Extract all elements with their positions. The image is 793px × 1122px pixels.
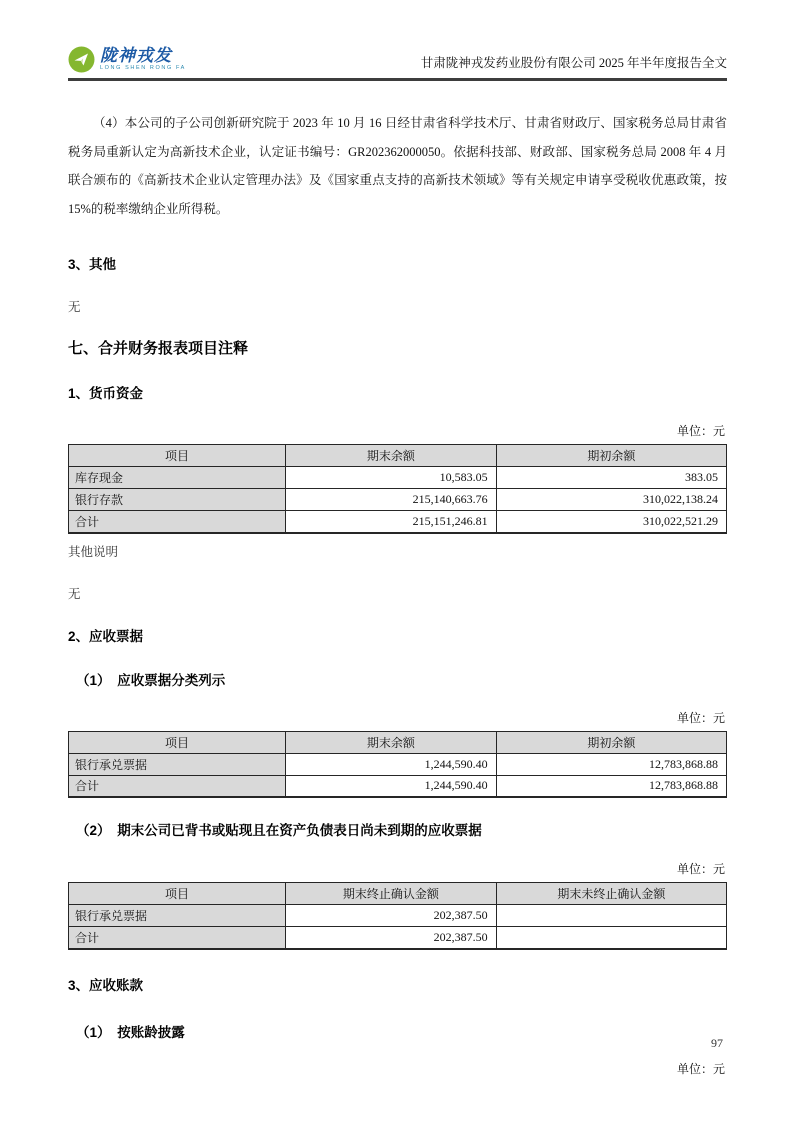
table-row-total — [69, 775, 727, 797]
heading-ar-aging: （1） 按账龄披露 — [76, 1024, 185, 1040]
col-header-item: 项目 — [69, 445, 286, 467]
heading-other: 3、其他 — [68, 257, 117, 272]
row-label: 合计 — [69, 511, 286, 533]
cell-value-empty — [496, 927, 726, 949]
company-logo — [68, 46, 186, 73]
col-header-ending: 期末余额 — [286, 445, 497, 467]
table-row-total — [69, 511, 727, 533]
table-row — [69, 905, 727, 927]
unit-label: 单位：元 — [676, 424, 725, 438]
cell-value: 10,583.05 — [286, 467, 497, 489]
other-note-label: 其他说明 — [68, 544, 119, 559]
col-header-beginning: 期初余额 — [496, 445, 726, 467]
heading-section-seven: 七、合并财务报表项目注释 — [68, 340, 249, 357]
cell-value-empty — [496, 905, 726, 927]
col-header-ending: 期末余额 — [286, 731, 497, 753]
cell-value: 215,140,663.76 — [286, 489, 497, 511]
logo-bird-icon — [68, 46, 95, 73]
none-text-2: 无 — [68, 586, 81, 601]
table-row — [69, 489, 727, 511]
row-label: 合计 — [69, 775, 286, 797]
table-header-row — [69, 731, 727, 753]
col-header-item: 项目 — [69, 883, 286, 905]
col-header-not-derecognized: 期末未终止确认金额 — [496, 883, 726, 905]
table-row-total — [69, 927, 727, 949]
page-header — [68, 46, 727, 81]
table-row — [69, 753, 727, 775]
col-header-derecognized: 期末终止确认金额 — [286, 883, 497, 905]
heading-notes-receivable: 2、应收票据 — [68, 628, 144, 644]
row-label: 银行承兑票据 — [69, 905, 286, 927]
monetary-funds-table — [68, 444, 727, 534]
cell-value: 12,783,868.88 — [496, 775, 726, 797]
unit-label: 单位：元 — [676, 710, 725, 725]
document-title: 甘肃陇神戎发药业股份有限公司 2025 年半年度报告全文 — [420, 56, 727, 70]
heading-monetary-funds: 1、货币资金 — [68, 386, 144, 401]
cell-value: 202,387.50 — [286, 905, 497, 927]
heading-accounts-receivable: 3、应收账款 — [68, 977, 144, 993]
cell-value: 310,022,521.29 — [496, 511, 726, 533]
tax-policy-paragraph: （4）本公司的子公司创新研究院于 2023 年 10 月 16 日经甘肃省科学技术厅、甘肃省财政厅、国家税务总局甘肃省税务局重新认定为高新技术企业，认定证书编号：GR202362000050。依据科技部、财政部、国家税务总局 2008 年 4 月联合颁布的《高新技术企业认定管理办法》及《国家重点支持的高新技术领域》等有关规定申请享受税收优惠政策，按15%的税率缴纳企业所得税。 — [68, 116, 727, 216]
logo-brand-en: LONG SHEN RONG FA — [100, 65, 186, 72]
cell-value: 310,022,138.24 — [496, 489, 726, 511]
logo-brand-cn: 陇神戎发 — [100, 46, 172, 66]
cell-value: 383.05 — [496, 467, 726, 489]
col-header-beginning: 期初余额 — [496, 731, 726, 753]
unit-label: 单位：元 — [676, 862, 725, 876]
table-header-row — [69, 445, 727, 467]
cell-value: 215,151,246.81 — [286, 511, 497, 533]
heading-nr-classification: （1） 应收票据分类列示 — [76, 672, 226, 688]
cell-value: 12,783,868.88 — [496, 753, 726, 775]
row-label: 银行存款 — [69, 489, 286, 511]
row-label: 库存现金 — [69, 467, 286, 489]
logo-text — [100, 47, 186, 72]
table-row — [69, 467, 727, 489]
unit-label: 单位：元 — [676, 1061, 725, 1076]
endorsed-notes-table — [68, 882, 727, 950]
cell-value: 202,387.50 — [286, 927, 497, 949]
col-header-item: 项目 — [69, 731, 286, 753]
row-label: 银行承兑票据 — [69, 753, 286, 775]
row-label: 合计 — [69, 927, 286, 949]
cell-value: 1,244,590.40 — [286, 753, 497, 775]
cell-value: 1,244,590.40 — [286, 775, 497, 797]
page-number: 97 — [711, 1036, 723, 1050]
table-header-row — [69, 883, 727, 905]
heading-nr-endorsed: （2） 期末公司已背书或贴现且在资产负债表日尚未到期的应收票据 — [76, 823, 482, 838]
none-text-1: 无 — [68, 300, 81, 314]
notes-receivable-table — [68, 731, 727, 799]
